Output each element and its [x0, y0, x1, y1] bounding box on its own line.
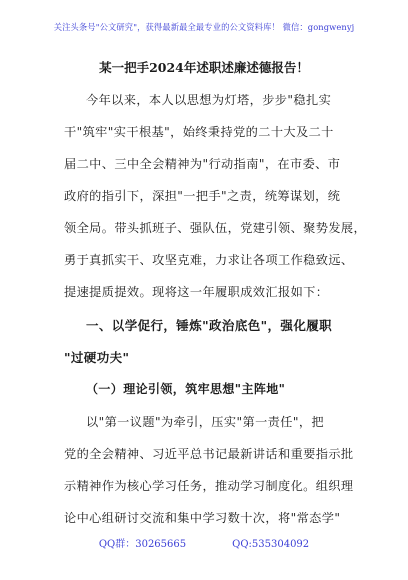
paragraph-line: 干"筑牢"实干根基"，始终秉持党的二十大及二十	[64, 125, 334, 139]
paragraph-line: 以"第一议题"为牵引，压实"第一责任"，把	[86, 415, 325, 429]
paragraph-line: 今年以来，本人以思想为灯塔，步步"稳扎实	[86, 93, 332, 107]
paragraph-line: 示精神作为核心学习任务，推动学习制度化。组织理	[64, 479, 354, 493]
paragraph-line: 党的全会精神、习近平总书记最新讲话和重要指示批	[64, 447, 354, 461]
section-heading: 一、以学促行，锤炼"政治底色"，强化履职	[86, 318, 333, 333]
document-body	[64, 0, 367, 580]
qq-group-text: QQ群：30265665	[98, 539, 187, 550]
qq-number-text: QQ:535304092	[232, 539, 310, 550]
paragraph-line: 论中心组研讨交流和集中学习数十次，将"常态学"	[64, 511, 341, 525]
paragraph-line: 政府的指引下，深担"一把手"之责，统筹谋划，统	[64, 189, 341, 203]
document-title: 某一把手2024年述职述廉述德报告！	[99, 60, 309, 75]
section-heading: "过硬功夫"	[64, 350, 130, 365]
paragraph-line: 领全局。带头抓班子、强队伍，党建引领、聚势发展，	[64, 221, 367, 235]
subsection-heading: （一）理论引领，筑牢思想"主阵地"	[86, 382, 286, 396]
paragraph-line: 勇于真抓实干、攻坚克难，力求让各项工作稳致远、	[64, 253, 354, 267]
footer-contact	[0, 535, 408, 550]
paragraph-line: 届二中、三中全会精神为"行动指南"，在市委、市	[64, 157, 341, 171]
paragraph-line: 提速提质提效。现将这一年履职成效汇报如下：	[64, 285, 329, 299]
header-banner: 关注头条号"公文研究"，获得最新最全最专业的公文资料库！ 微信：gongwenyj	[53, 22, 355, 32]
